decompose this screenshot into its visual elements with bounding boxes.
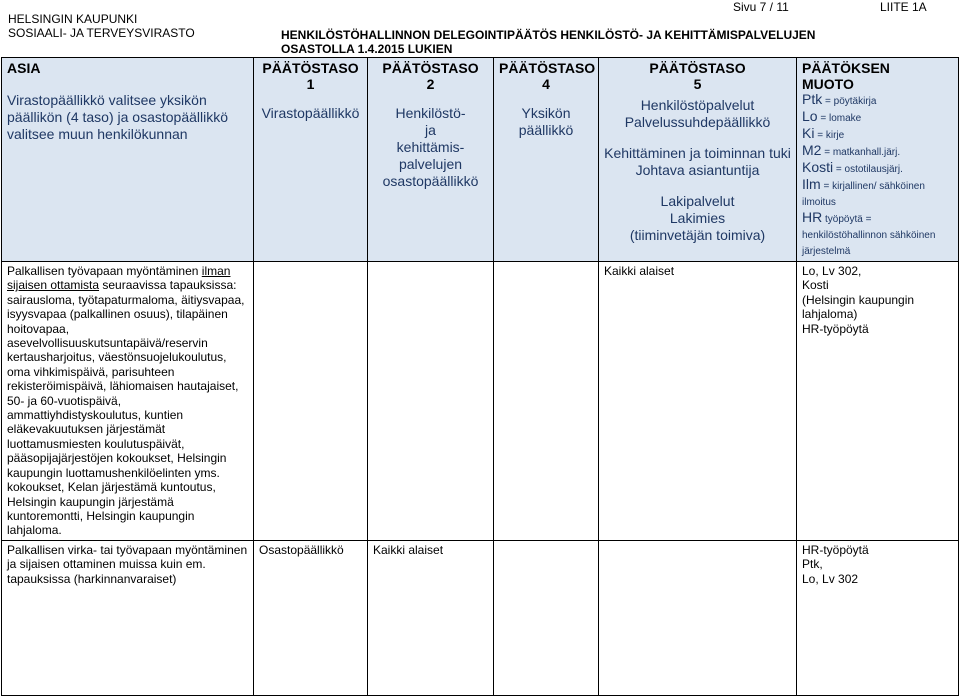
organization-line-1: HELSINGIN KAUPUNKI: [8, 12, 138, 26]
row-1-decision-form: Lo, Lv 302, Kosti (Helsingin kaupungin lahjaloma) HR-työpöytä: [797, 262, 959, 541]
legend-item: Ptk = pöytäkirja: [802, 91, 877, 107]
decision-form-title: PÄÄTÖKSEN MUOTO: [802, 60, 890, 92]
legend-item: M2 = matkanhall.järj.: [802, 142, 901, 158]
row-1-level-1: [254, 262, 368, 541]
level-1-title: PÄÄTÖSTASO 1: [262, 60, 359, 92]
row-1-level-2: [368, 262, 494, 541]
legend-item: Kosti = ostotilausjärj.: [802, 159, 903, 175]
document-title: [281, 28, 815, 56]
row-1-subject-text: Palkallisen työvapaan myöntäminen ilman sijaisen ottamista seuraavissa tapauksissa: sairausloma, työtapaturmaloma, äitiysvapaa, isyysvapaa (palkallinen osuus), tilapäinen hoitovapaa, asevelvollisuuskutsuntapäivä/reservin kertausharjoitus, väestönsuojelukoulutus, oma vihkimispäivä, parisuhteen rekisteröimispäivä, lähiomaisen hautajaiset, 50- ja 60-vuotispäivä, ammattiyhdistyskoulutus, kuntien eläkevakuutuksen järjestämät luottamusmiesten koulutuspäivät, pääsopijajärjestöjen kokoukset, Helsingin kaupungin luottamushenkilöelinten yms. kokoukset, Kelan järjestämä kuntoutus, Helsingin kaupungin järjestämä kuntoremontti, Helsingin kaupungin lahjaloma.: [7, 264, 245, 538]
level-5-role-hr-services: Henkilöstöpalvelut Palvelussuhdepäällikkö: [624, 97, 771, 130]
level-5-title: PÄÄTÖSTASO 5: [649, 60, 746, 92]
organization-line-2: SOSIAALI- JA TERVEYSVIRASTO: [8, 26, 195, 40]
level-5-role-development: Kehittäminen ja toiminnan tuki Johtava asiantuntija: [604, 145, 791, 178]
row-1-level-5: Kaikki alaiset: [599, 262, 797, 541]
level-2-role: Henkilöstö- ja kehittämis- palvelujen osastopäällikkö: [382, 105, 479, 189]
organization-name: [8, 12, 195, 40]
page-number: Sivu 7 / 11: [733, 0, 789, 14]
delegation-table: [1, 57, 959, 696]
level-5-role-legal: Lakipalvelut Lakimies (tiiminvetäjän toimiva): [629, 193, 766, 243]
legend-item: Ki = kirje: [802, 125, 845, 141]
asia-description: Virastopäällikkö valitsee yksikön päällikön (4 taso) ja osastopäällikkö valitsee muun henkilökunnan: [7, 92, 229, 142]
row-2-level-2: Kaikki alaiset: [368, 540, 494, 695]
table-row: [2, 262, 959, 541]
abbreviation-legend: [802, 92, 953, 259]
asia-header: [2, 58, 254, 262]
document-title-line-2: OSASTOLLA 1.4.2015 LUKIEN: [281, 42, 453, 56]
row-2-decision-form: HR-työpöytä Ptk, Lo, Lv 302: [797, 540, 959, 695]
asia-heading: ASIA: [7, 60, 41, 76]
level-1-role: Virastopäällikkö: [261, 105, 360, 121]
row-2-subject: Palkallisen virka- tai työvapaan myöntäminen ja sijaisen ottaminen muissa kuin em. tapauksissa (harkinnanvaraiset): [2, 540, 254, 695]
level-2-header: [368, 58, 494, 262]
row-2-level-4: [494, 540, 599, 695]
row-1-subject: [2, 262, 254, 541]
legend-item: Lo = lomake: [802, 108, 862, 124]
level-2-title: PÄÄTÖSTASO 2: [382, 60, 479, 92]
decision-form-header: [797, 58, 959, 262]
level-1-header: [254, 58, 368, 262]
legend-item: HR työpöytä = henkilöstöhallinnon sähköinen järjestelmä: [802, 209, 936, 257]
level-4-header: [494, 58, 599, 262]
level-5-header: [599, 58, 797, 262]
appendix-label: LIITE 1A: [880, 0, 927, 14]
row-2-level-5: [599, 540, 797, 695]
legend-item: Ilm = kirjallinen/ sähköinen ilmoitus: [802, 176, 925, 208]
table-row: [2, 540, 959, 695]
level-4-role: Yksikön päällikkö: [518, 105, 574, 138]
underlined-phrase: ilman sijaisen ottamista: [7, 264, 231, 293]
table-header-row: [2, 58, 959, 262]
level-4-title: PÄÄTÖSTASO 4: [499, 60, 596, 92]
row-2-level-1: Osastopäällikkö: [254, 540, 368, 695]
document-title-line-1: HENKILÖSTÖHALLINNON DELEGOINTIPÄÄTÖS HENKILÖSTÖ- JA KEHITTÄMISPALVELUJEN: [281, 28, 816, 42]
row-1-level-4: [494, 262, 599, 541]
